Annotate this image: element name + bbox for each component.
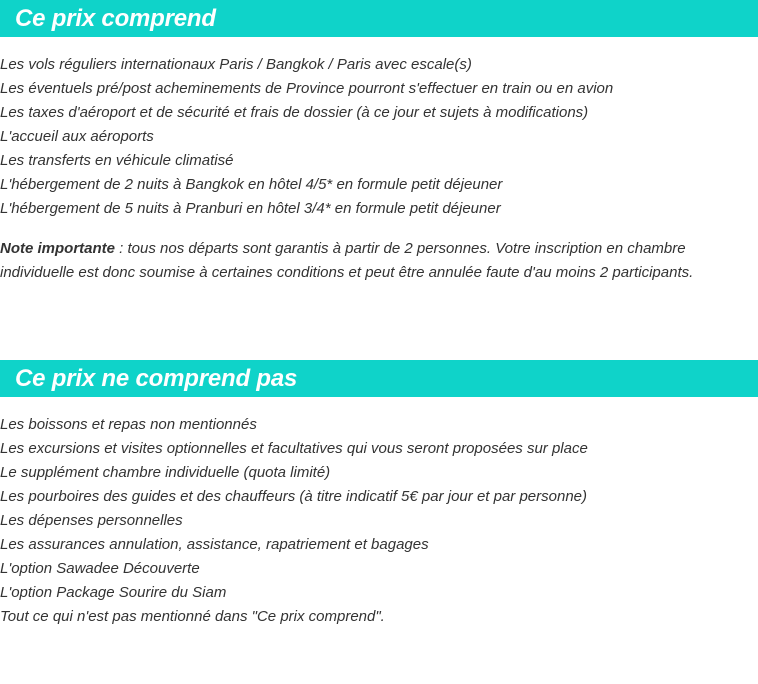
list-item: Les assurances annulation, assistance, rapatriement et bagages: [0, 536, 429, 553]
note-text: : tous nos départs sont garantis à partir de 2 personnes. Votre inscription en chambre individuelle est donc soumise à certaines conditions et peut être annulée faute d'au moins 2 participants.: [0, 240, 694, 281]
list-item: Les dépenses personnelles: [0, 512, 183, 529]
list-item: Les taxes d'aéroport et de sécurité et frais de dossier (à ce jour et sujets à modifications): [0, 104, 589, 121]
list-item: Les boissons et repas non mentionnés: [0, 416, 257, 433]
section-excluded: [0, 360, 758, 629]
section-included-header: [0, 0, 758, 37]
list-item: Les transferts en véhicule climatisé: [0, 152, 234, 169]
list-item: L'hébergement de 5 nuits à Pranburi en hôtel 3/4* en formule petit déjeuner: [0, 200, 501, 217]
excluded-list: [0, 413, 758, 629]
important-note: [0, 237, 750, 285]
section-excluded-title: Ce prix ne comprend pas: [15, 365, 298, 392]
section-included: [0, 0, 758, 285]
list-item: Les pourboires des guides et des chauffeurs (à titre indicatif 5€ par jour et par personne): [0, 488, 588, 505]
list-item: Les vols réguliers internationaux Paris / Bangkok / Paris avec escale(s): [0, 56, 472, 73]
list-item: L'option Sawadee Découverte: [0, 560, 200, 577]
list-item: L'accueil aux aéroports: [0, 128, 154, 145]
list-item: Les excursions et visites optionnelles et facultatives qui vous seront proposées sur place: [0, 440, 588, 457]
list-item: L'option Package Sourire du Siam: [0, 584, 227, 601]
note-label: Note importante: [0, 240, 116, 257]
section-excluded-header: [0, 360, 758, 397]
list-item: L'hébergement de 2 nuits à Bangkok en hôtel 4/5* en formule petit déjeuner: [0, 176, 503, 193]
list-item: Tout ce qui n'est pas mentionné dans "Ce prix comprend".: [0, 608, 385, 625]
included-list: [0, 53, 758, 221]
list-item: Les éventuels pré/post acheminements de Province pourront s'effectuer en train ou en avion: [0, 80, 614, 97]
section-included-title: Ce prix comprend: [15, 5, 216, 32]
list-item: Le supplément chambre individuelle (quota limité): [0, 464, 331, 481]
